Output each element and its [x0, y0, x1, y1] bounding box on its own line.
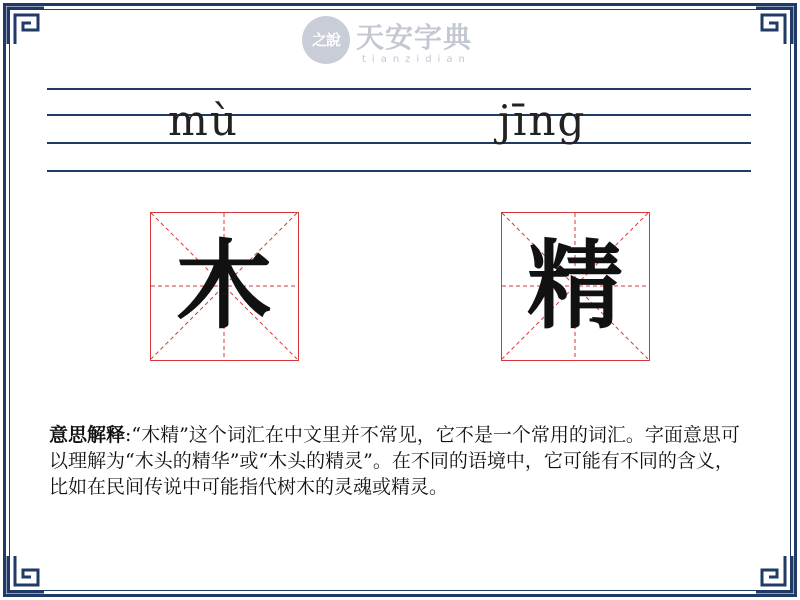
hanzi-character-1: 木 — [176, 229, 272, 342]
site-logo — [302, 14, 502, 70]
logo-subtitle: tianzidian — [362, 54, 471, 65]
meaning-explanation — [49, 422, 749, 500]
tianzige-grid-2 — [501, 212, 650, 361]
explanation-label: 意思解释 — [49, 424, 126, 446]
logo-title: 天安字典 — [356, 21, 473, 54]
logo-emblem-icon: 之說 — [302, 16, 350, 64]
pinyin-syllable-1: mù — [168, 96, 239, 145]
hanzi-character-2: 精 — [527, 229, 623, 342]
pinyin-syllable-2: jīng — [498, 96, 587, 145]
tianzige-grid-1 — [150, 212, 299, 361]
corner-ornament-icon — [752, 4, 796, 48]
pinyin-ruling-line — [47, 114, 751, 116]
pinyin-ruling-line — [47, 88, 751, 90]
pinyin-ruling-line — [47, 142, 751, 144]
corner-ornament-icon — [752, 552, 796, 596]
explanation-text: :“木精”这个词汇在中文里并不常见，它不是一个常用的词汇。字面意思可以理解为“木头的精华”或“木头的精灵”。在不同的语境中，它可能有不同的含义，比如在民间传说中可能指代树木的灵魂或精灵。 — [49, 424, 740, 498]
corner-ornament-icon — [4, 552, 48, 596]
inner-frame — [9, 9, 791, 591]
corner-ornament-icon — [4, 4, 48, 48]
pinyin-ruling-line — [47, 170, 751, 172]
